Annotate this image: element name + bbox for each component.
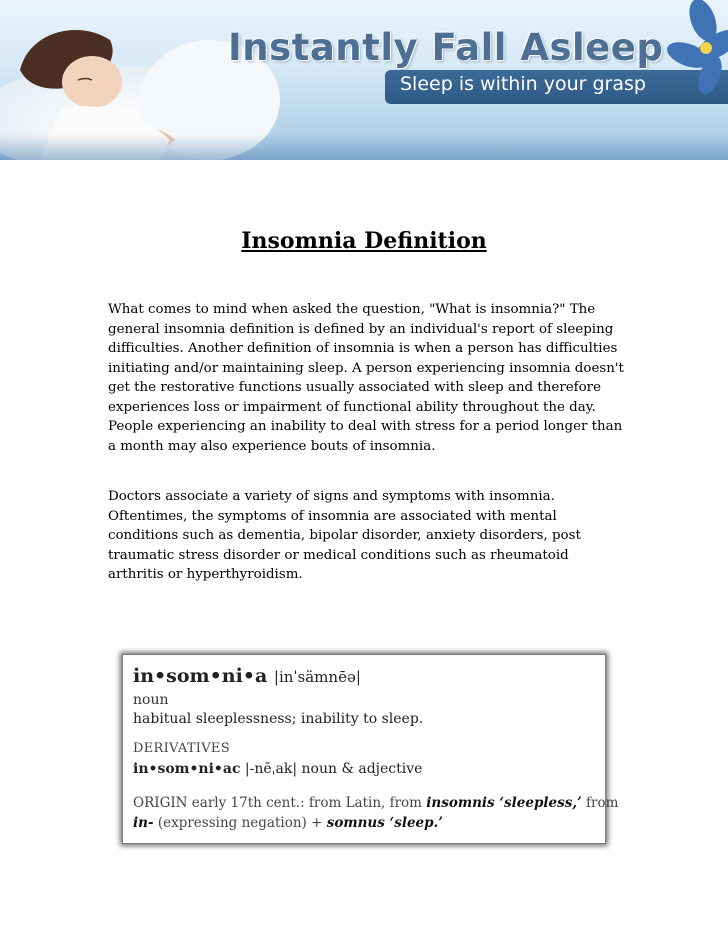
origin-line-1: [133, 795, 618, 811]
origin-word-2: somnus ‘sleep.’: [326, 815, 443, 831]
derivative-word: in•som•ni•ac: [133, 761, 241, 777]
banner-title: Instantly Fall Asleep: [228, 26, 664, 69]
definition: habitual sleeplessness; inability to sleep.: [133, 711, 424, 727]
origin-from: from: [586, 795, 619, 811]
paragraph-symptoms: Doctors associate a variety of signs and symptoms with insomnia. Oftentimes, the symptoms of insomnia are associated with mental conditions such as dementia, bipolar disorder, anxiety disorders, post traumatic stress disorder or medical conditions such as rheumatoid arthritis or hyperthyroidism.: [108, 489, 581, 582]
origin-in: in-: [133, 815, 154, 831]
banner-shadow: [0, 134, 728, 160]
dictionary-headword: [133, 665, 361, 687]
page-title: Insomnia Definition: [241, 228, 487, 254]
origin-prefix: ORIGIN early 17th cent.: from Latin, from: [133, 795, 422, 811]
derivative-pos: noun & adjective: [301, 761, 423, 777]
flower-icon: [658, 0, 728, 110]
paragraph-intro: What comes to mind when asked the question, "What is insomnia?" The general insomnia definition is defined by an individual's report of sleeping difficulties. Another definition of insomnia is when a person has difficulties initiating and/or maintaining sleep. A person experiencing insomnia doesn't get the restorative functions usually associated with sleep and therefore experiences loss or impairment of functional ability throughout the day. People experiencing an inability to deal with stress for a period longer than a month may also experience bouts of insomnia.: [108, 302, 624, 454]
part-of-speech: noun: [133, 692, 169, 708]
origin-word-1: insomnis ‘sleepless,’: [426, 795, 582, 811]
derivatives-label: DERIVATIVES: [133, 741, 230, 756]
banner-tagline: Sleep is within your grasp: [400, 73, 646, 95]
origin-line-2: [133, 815, 443, 831]
headword: in•som•ni•a: [133, 665, 268, 687]
pronunciation: |inˈsämnēə|: [273, 668, 361, 686]
origin-negation: (expressing negation) +: [157, 815, 323, 831]
dictionary-entry: [122, 654, 619, 844]
header-banner: [0, 0, 728, 160]
derivative-pronunciation: |-nēˌak|: [244, 761, 298, 777]
derivative: [133, 761, 422, 777]
